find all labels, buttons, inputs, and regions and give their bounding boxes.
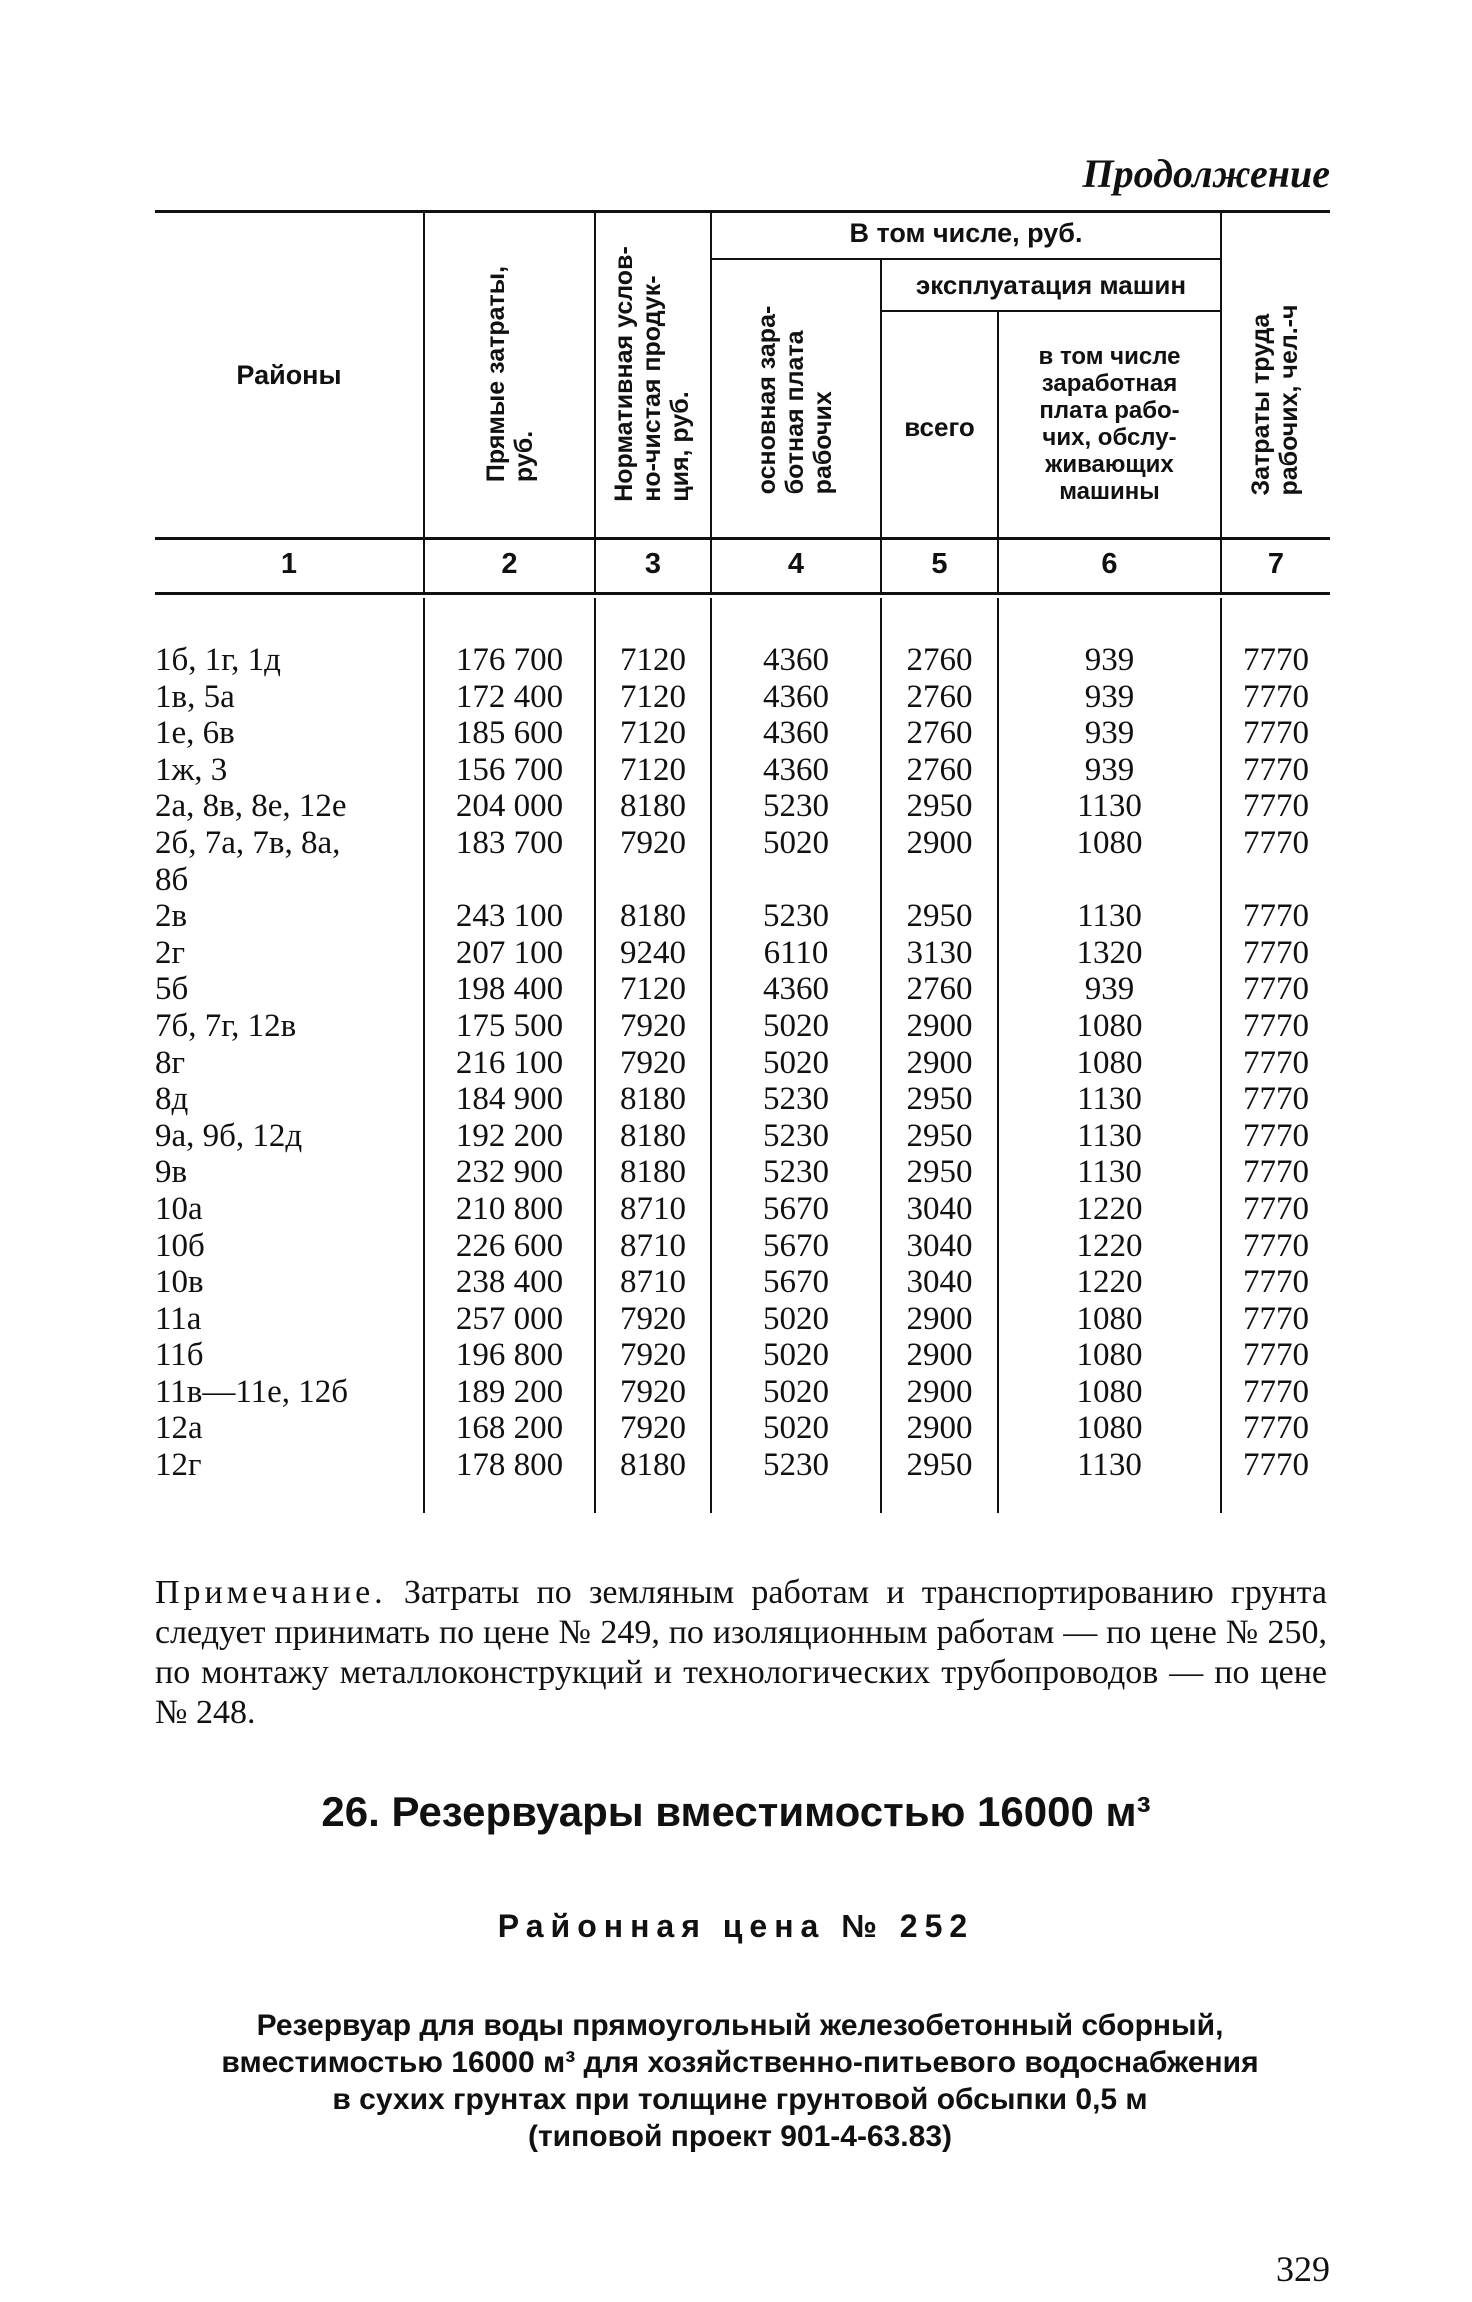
value-cell: 5670 — [763, 1227, 829, 1264]
value-cell: 1320 — [1076, 934, 1143, 971]
value-cell: 7120 — [620, 715, 686, 752]
region-cell: 9в — [155, 1154, 188, 1191]
value-cell: 2950 — [906, 1154, 973, 1191]
value-cell: 2900 — [906, 1300, 973, 1337]
table-top-rule — [155, 210, 1330, 213]
value-cell: 7920 — [620, 824, 686, 861]
value-cell: 7770 — [1243, 1154, 1309, 1191]
value-cell: 4360 — [763, 751, 829, 788]
region-cell: 11а — [155, 1300, 202, 1337]
page-number: 329 — [1276, 2249, 1330, 2289]
value-cell: 7770 — [1243, 1447, 1309, 1484]
value-cell: 5230 — [763, 1117, 829, 1154]
value-cell: 7770 — [1243, 934, 1309, 971]
description-line: Резервуар для воды прямоугольный железобетонный сборный, — [256, 2009, 1224, 2042]
value-cell — [712, 862, 880, 899]
description-line: в сухих грунтах при толщине грунтовой обсыпки 0,5 м — [332, 2083, 1148, 2116]
value-cell: 7120 — [620, 678, 686, 715]
value-cell: 2900 — [906, 824, 973, 861]
value-cell — [596, 862, 710, 899]
header-bottom-rule — [155, 537, 1330, 540]
value-cell: 176 700 — [455, 642, 564, 678]
region-cell: 2г — [155, 934, 186, 971]
colnum-bottom-rule — [155, 592, 1330, 595]
value-cell: 175 500 — [455, 1007, 564, 1044]
value-cell: 7770 — [1243, 898, 1309, 935]
value-cell: 1130 — [1077, 1117, 1142, 1154]
column-machine-wage — [999, 642, 1220, 1484]
value-cell: 939 — [1084, 678, 1135, 715]
header-direct-costs: Прямые затраты, руб. — [482, 265, 538, 483]
region-cell: 7б, 7г, 12в — [155, 1007, 297, 1044]
value-cell: 7920 — [620, 1300, 686, 1337]
value-cell: 8710 — [620, 1227, 686, 1264]
value-cell: 7920 — [620, 1373, 686, 1410]
region-cell: 1б, 1г, 1д — [155, 642, 281, 678]
value-cell: 5230 — [763, 1154, 829, 1191]
region-cell: 2а, 8в, 8е, 12е — [155, 788, 347, 825]
value-cell: 1080 — [1076, 1044, 1143, 1081]
value-cell: 7770 — [1243, 1081, 1309, 1118]
value-cell: 7770 — [1243, 1300, 1309, 1337]
value-cell: 156 700 — [455, 751, 564, 788]
colnum-7: 7 — [1267, 548, 1285, 580]
value-cell: 210 800 — [455, 1190, 564, 1227]
value-cell: 7770 — [1243, 751, 1309, 788]
region-cell: 1ж, 3 — [155, 751, 228, 788]
value-cell: 1130 — [1077, 788, 1142, 825]
value-cell: 2900 — [906, 1007, 973, 1044]
value-cell: 7120 — [620, 642, 686, 678]
value-cell: 232 900 — [455, 1154, 564, 1191]
value-cell: 1080 — [1076, 1373, 1143, 1410]
value-cell: 1080 — [1076, 824, 1143, 861]
description-line: (типовой проект 901-4-63.83) — [528, 2120, 952, 2153]
value-cell: 5670 — [763, 1190, 829, 1227]
value-cell: 8710 — [620, 1264, 686, 1301]
value-cell: 2900 — [906, 1373, 973, 1410]
column-normative-product — [596, 642, 710, 1484]
value-cell: 1130 — [1077, 1154, 1142, 1191]
region-cell: 8г — [155, 1044, 186, 1081]
value-cell — [1222, 862, 1330, 899]
region-cell: 1е, 6в — [155, 715, 235, 752]
value-cell: 4360 — [763, 971, 829, 1008]
colnum-3: 3 — [644, 548, 662, 580]
value-cell: 8180 — [620, 1117, 686, 1154]
value-cell: 7770 — [1243, 1007, 1309, 1044]
value-cell: 1130 — [1077, 1081, 1142, 1118]
value-cell: 5230 — [763, 1081, 829, 1118]
price-title: Районная цена № 252 — [497, 1908, 975, 1944]
value-cell: 5020 — [763, 1373, 829, 1410]
value-cell: 7770 — [1243, 1190, 1309, 1227]
value-cell: 4360 — [763, 715, 829, 752]
value-cell: 7770 — [1243, 1264, 1309, 1301]
value-cell: 243 100 — [455, 898, 564, 935]
value-cell: 189 200 — [455, 1373, 564, 1410]
value-cell: 185 600 — [455, 715, 564, 752]
value-cell: 7770 — [1243, 1373, 1309, 1410]
value-cell: 1220 — [1076, 1190, 1143, 1227]
value-cell: 7120 — [620, 751, 686, 788]
value-cell: 2950 — [906, 1117, 973, 1154]
value-cell: 2760 — [906, 678, 973, 715]
value-cell: 257 000 — [455, 1300, 564, 1337]
value-cell: 238 400 — [455, 1264, 564, 1301]
value-cell: 2760 — [906, 971, 973, 1008]
region-cell: 8б — [155, 861, 189, 898]
value-cell: 5020 — [763, 1044, 829, 1081]
header-vsep-3 — [710, 210, 712, 595]
value-cell: 2760 — [906, 642, 973, 678]
section-title: 26. Резервуары вместимостью 16000 м³ — [321, 1788, 1151, 1835]
colnum-5: 5 — [931, 548, 948, 580]
note-label: Примечание. — [155, 1574, 387, 1611]
value-cell: 8180 — [620, 1081, 686, 1118]
region-cell: 12а — [155, 1410, 203, 1447]
value-cell: 7920 — [620, 1044, 686, 1081]
value-cell: 172 400 — [455, 678, 564, 715]
value-cell: 7770 — [1243, 788, 1309, 825]
region-cell: 10б — [155, 1227, 205, 1264]
value-cell: 8180 — [620, 788, 686, 825]
value-cell: 2950 — [906, 788, 973, 825]
group-machines-rule — [880, 310, 1220, 312]
colnum-1: 1 — [280, 548, 298, 580]
value-cell: 2950 — [906, 1447, 973, 1484]
region-cell: 10в — [155, 1264, 204, 1301]
region-cell: 10а — [155, 1190, 203, 1227]
header-normative-product: Нормативная услов- но-чистая продук- ция, руб. — [610, 246, 694, 502]
value-cell: 1220 — [1076, 1227, 1143, 1264]
value-cell: 4360 — [763, 642, 829, 678]
column-base-wage — [712, 642, 880, 1484]
column-labor-costs — [1222, 642, 1330, 1484]
value-cell: 7770 — [1243, 824, 1309, 861]
value-cell: 5020 — [763, 1337, 829, 1374]
header-base-wage: основная зара- ботная плата рабочих — [753, 305, 837, 495]
value-cell: 216 100 — [455, 1044, 564, 1081]
value-cell: 2760 — [906, 751, 973, 788]
value-cell: 7770 — [1243, 642, 1309, 678]
value-cell: 168 200 — [455, 1410, 564, 1447]
value-cell: 6110 — [763, 934, 829, 971]
value-cell: 9240 — [620, 934, 686, 971]
value-cell: 7770 — [1243, 1337, 1309, 1374]
value-cell: 226 600 — [455, 1227, 564, 1264]
value-cell: 7770 — [1243, 678, 1309, 715]
value-cell: 183 700 — [455, 824, 564, 861]
region-cell: 11в—11е, 12б — [155, 1373, 349, 1410]
note-text: Затраты по земляным работам и транспортированию грунта следует принимать по цене № 249, по изоляционным работам — по цене № 250, по монтажу металлоконструкций и технологических трубопроводов — по цене № 248. — [155, 1574, 1327, 1731]
value-cell: 1220 — [1076, 1264, 1143, 1301]
value-cell: 3130 — [906, 934, 973, 971]
header-group-including: В том числе, руб. — [849, 218, 1083, 248]
value-cell: 7120 — [620, 971, 686, 1008]
value-cell: 2900 — [906, 1337, 973, 1374]
value-cell: 7770 — [1243, 1227, 1309, 1264]
value-cell: 2900 — [906, 1410, 973, 1447]
value-cell: 7770 — [1243, 1117, 1309, 1154]
value-cell: 3040 — [906, 1190, 973, 1227]
region-cell: 11б — [155, 1337, 204, 1374]
value-cell: 5020 — [763, 1007, 829, 1044]
region-cell: 8д — [155, 1081, 189, 1118]
group-including-rule — [710, 258, 1220, 260]
header-group-machines: эксплуатация машин — [915, 270, 1187, 300]
description — [150, 2007, 1330, 2155]
table-note — [155, 1573, 1327, 1733]
value-cell: 3040 — [906, 1227, 973, 1264]
value-cell: 939 — [1084, 715, 1135, 752]
column-regions — [155, 642, 425, 1484]
region-cell: 9а, 9б, 12д — [155, 1117, 303, 1154]
value-cell: 8710 — [620, 1190, 686, 1227]
value-cell: 8180 — [620, 1447, 686, 1484]
region-cell: 5б — [155, 971, 189, 1008]
value-cell: 1130 — [1077, 1447, 1142, 1484]
value-cell: 7920 — [620, 1337, 686, 1374]
header-machines-total: всего — [904, 412, 975, 442]
value-cell: 5020 — [763, 1410, 829, 1447]
continuation-label: Продолжение — [1082, 151, 1330, 196]
column-direct-costs — [425, 642, 594, 1484]
header-labor-costs: Затраты труда рабочих, чел.-ч — [1247, 304, 1303, 496]
value-cell: 184 900 — [455, 1081, 564, 1118]
colnum-6: 6 — [1101, 548, 1118, 580]
value-cell: 192 200 — [455, 1117, 564, 1154]
colnum-4: 4 — [787, 548, 805, 580]
value-cell — [425, 862, 594, 899]
value-cell: 4360 — [763, 678, 829, 715]
header-vsep-1 — [423, 210, 425, 595]
value-cell: 2760 — [906, 715, 973, 752]
value-cell: 7770 — [1243, 1044, 1309, 1081]
value-cell: 8180 — [620, 898, 686, 935]
value-cell: 1130 — [1077, 898, 1142, 935]
colnum-2: 2 — [501, 548, 518, 580]
column-machines-total — [882, 642, 997, 1484]
value-cell: 7920 — [620, 1007, 686, 1044]
region-cell: 12г — [155, 1447, 202, 1484]
header-vsep-2 — [594, 210, 596, 595]
value-cell: 1080 — [1076, 1300, 1143, 1337]
value-cell: 2950 — [906, 1081, 973, 1118]
value-cell: 1080 — [1076, 1007, 1143, 1044]
value-cell: 7920 — [620, 1410, 686, 1447]
header-machine-wage: в том числе заработная плата рабо- чих, обслу- живающих машины — [1038, 343, 1181, 505]
value-cell: 939 — [1084, 751, 1135, 788]
value-cell: 178 800 — [455, 1447, 564, 1484]
region-cell: 1в, 5а — [155, 678, 235, 715]
value-cell: 2900 — [906, 1044, 973, 1081]
value-cell: 8180 — [620, 1154, 686, 1191]
value-cell: 939 — [1084, 642, 1135, 678]
value-cell: 5230 — [763, 898, 829, 935]
value-cell: 939 — [1084, 971, 1135, 1008]
header-vsep-6 — [1220, 210, 1222, 595]
value-cell: 3040 — [906, 1264, 973, 1301]
header-regions: Районы — [236, 360, 342, 390]
value-cell — [882, 862, 997, 899]
value-cell: 204 000 — [455, 788, 564, 825]
description-line: вместимостью 16000 м³ для хозяйственно-питьевого водоснабжения — [221, 2046, 1259, 2079]
value-cell — [999, 862, 1220, 899]
value-cell: 198 400 — [455, 971, 564, 1008]
value-cell: 5020 — [763, 1300, 829, 1337]
value-cell: 196 800 — [455, 1337, 564, 1374]
value-cell: 7770 — [1243, 1410, 1309, 1447]
value-cell: 5020 — [763, 824, 829, 861]
region-cell: 2в — [155, 898, 188, 935]
value-cell: 5230 — [763, 788, 829, 825]
value-cell: 7770 — [1243, 715, 1309, 752]
value-cell: 2950 — [906, 898, 973, 935]
value-cell: 5230 — [763, 1447, 829, 1484]
value-cell: 207 100 — [455, 934, 564, 971]
value-cell: 7770 — [1243, 971, 1309, 1008]
value-cell: 5670 — [763, 1264, 829, 1301]
region-cell: 2б, 7а, 7в, 8а, — [155, 824, 341, 861]
value-cell: 1080 — [1076, 1410, 1143, 1447]
value-cell: 1080 — [1076, 1337, 1143, 1374]
